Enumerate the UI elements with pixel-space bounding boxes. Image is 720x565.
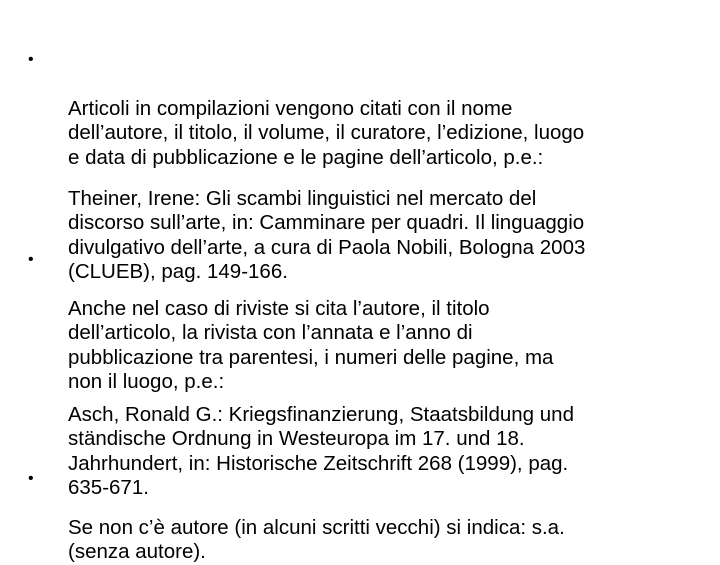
bullet-marker: • [28,51,34,68]
bullet-text: Anche nel caso di riviste si cita l’autore, il titolo dell’articolo, la rivista con l’annata e l’anno di pubblicazione tra parentesi, i numeri delle pagine, ma non il luogo, p.e.: [68,296,554,394]
bullet-text: Articoli in compilazioni vengono citati con il nome dell’autore, il titolo, il volume, il curatore, l’edizione, luogo e data di pubblicazione e le pagine dell’articolo, p.e.: [68,96,585,169]
citation-text: Asch, Ronald G.: Kriegsfinanzierung, Staatsbildung und ständische Ordnung in Westeuropa im 17. und 18. Jahrhundert, in: Historische Zeitschrift 268 (1999), pag. 635-671. [68,402,574,500]
bullet-item [28,467,698,565]
bullet-marker: • [28,251,34,268]
citation-text: Theiner, Irene: Gli scambi linguistici nel mercato del discorso sull’arte, in: Camminare per quadri. Il linguaggio divulgativo dell’arte, a cura di Paola Nobili, Bologna 2003 (CLUEB), pag. 149-166. [68,186,586,284]
bullet-marker: • [28,470,34,487]
bullet-text: Se non c’è autore (in alcuni scritti vecchi) si indica: s.a. (senza autore). [68,515,565,564]
